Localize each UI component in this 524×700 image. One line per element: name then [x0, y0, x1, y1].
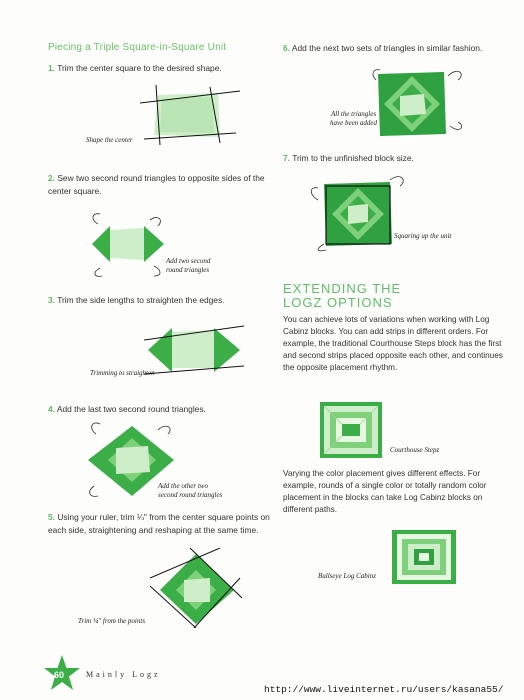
- page-number: 60: [54, 670, 65, 680]
- caption-line: second round triangles: [158, 491, 223, 499]
- step-number: 3.: [48, 295, 55, 305]
- step-text: Add the last two second round triangles.: [56, 404, 206, 414]
- caption-add-other: [158, 482, 222, 500]
- caption-line: All the triangles: [330, 110, 377, 118]
- caption-line: Add two second: [166, 257, 211, 265]
- caption-squaring: Squaring up the unit: [394, 232, 452, 240]
- caption-trimming: Trimming to straighten: [90, 369, 155, 377]
- step-number: 6.: [283, 43, 290, 53]
- step-text: Add the next two sets of triangles in similar fashion.: [291, 43, 483, 53]
- step-text: Trim to the unfinished block size.: [292, 153, 414, 163]
- section-heading: [283, 282, 483, 310]
- step-text: Trim the side lengths to straighten the edges.: [57, 295, 225, 305]
- caption-all-triangles: [330, 110, 377, 128]
- caption-line: round triangles: [166, 266, 210, 274]
- figure-trim-points: [150, 548, 242, 628]
- step-number: 4.: [48, 404, 55, 414]
- step-7: [283, 152, 508, 165]
- step-5: [48, 511, 273, 536]
- section-title: Piecing a Triple Square-in-Square Unit: [48, 42, 227, 53]
- paragraph-2: Varying the color placement gives different effects. For example, rounds of a single color or totally random color placement in the blocks can take Log Cabinz blocks on different paths.: [283, 469, 487, 514]
- step-text: Using your ruler, trim ¼" from the center square points on each side, straightening and reshaping at the same time.: [48, 512, 270, 535]
- caption-bullseye: Bullseye Log Cabinz: [318, 572, 376, 580]
- step-number: 2.: [48, 173, 55, 183]
- step-6: [283, 42, 508, 55]
- figure-all-triangles: [370, 64, 470, 144]
- step-3: [48, 294, 273, 307]
- step-number: 5.: [48, 512, 55, 522]
- paragraph-1: You can achieve lots of variations when working with Log Cabinz blocks. You can add strips in different orders. For example, the traditional Courthouse Steps block has the first and second strips placed opposite each other, and continues the opposite placement rhythm.: [283, 315, 503, 372]
- step-2: [48, 172, 273, 197]
- figure-bullseye: [392, 530, 456, 584]
- figure-trimming: [144, 320, 244, 378]
- caption-line: have been added: [330, 119, 378, 127]
- watermark-url: http://www.liveinternet.ru/users/kasana55/: [264, 684, 504, 695]
- caption-shape-center: Shape the center: [86, 136, 133, 144]
- figure-two-triangles: [88, 210, 168, 278]
- step-text: Sew two second round triangles to opposite sides of the center square.: [48, 173, 265, 196]
- caption-trim-points: Trim ¼" from the points: [78, 617, 146, 625]
- figure-courthouse-steps: [320, 402, 382, 458]
- caption-courthouse: Courthouse Stepz: [390, 446, 440, 454]
- step-number: 1.: [48, 63, 55, 73]
- figure-shape-center: [140, 85, 240, 145]
- book-title: Mainly Logz: [86, 670, 161, 679]
- step-1: [48, 62, 273, 75]
- step-number: 7.: [283, 153, 290, 163]
- caption-add-two-second: [166, 257, 210, 275]
- caption-line: Add the other two: [158, 482, 208, 490]
- step-4: [48, 403, 273, 416]
- step-text: Trim the center square to the desired shape.: [57, 63, 222, 73]
- heading-line: LOGZ OPTIONS: [283, 295, 393, 310]
- heading-line: EXTENDING THE: [283, 281, 402, 296]
